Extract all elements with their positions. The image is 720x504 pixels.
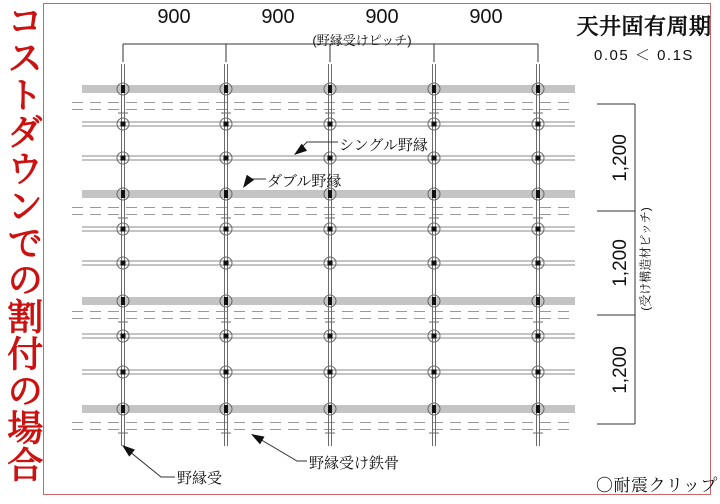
top-dim-900-3: 900 xyxy=(365,6,399,28)
top-dim-900-4: 900 xyxy=(469,6,503,28)
label-furring-receiver: 野縁受 xyxy=(177,470,223,487)
receiver-structure-pitch-note: (受け構造材ピッチ) xyxy=(638,207,653,311)
right-dim-1200-2: 1,200 xyxy=(610,239,631,287)
title-block xyxy=(576,10,712,65)
side-title-costdown: コストダウンでの割付の場合 xyxy=(2,2,44,483)
right-dim-1200-3: 1,200 xyxy=(610,346,631,394)
label-receiver-steel: 野縁受け鉄骨 xyxy=(309,455,400,472)
top-dim-900-1: 900 xyxy=(157,6,191,28)
furring-receiver-pitch-note: (野縁受けピッチ) xyxy=(312,33,412,48)
right-dim-1200-1: 1,200 xyxy=(610,134,631,182)
legend-seismic-clip: 〇耐震クリップ xyxy=(596,476,718,495)
period-condition-value: 0.05 ＜ 0.1S xyxy=(594,47,694,64)
label-single-furring: シングル野縁 xyxy=(339,137,428,154)
label-double-furring: ダブル野縁 xyxy=(267,173,342,190)
ceiling-natural-period-title: 天井固有周期 xyxy=(576,14,712,39)
top-dim-900-2: 900 xyxy=(261,6,295,28)
